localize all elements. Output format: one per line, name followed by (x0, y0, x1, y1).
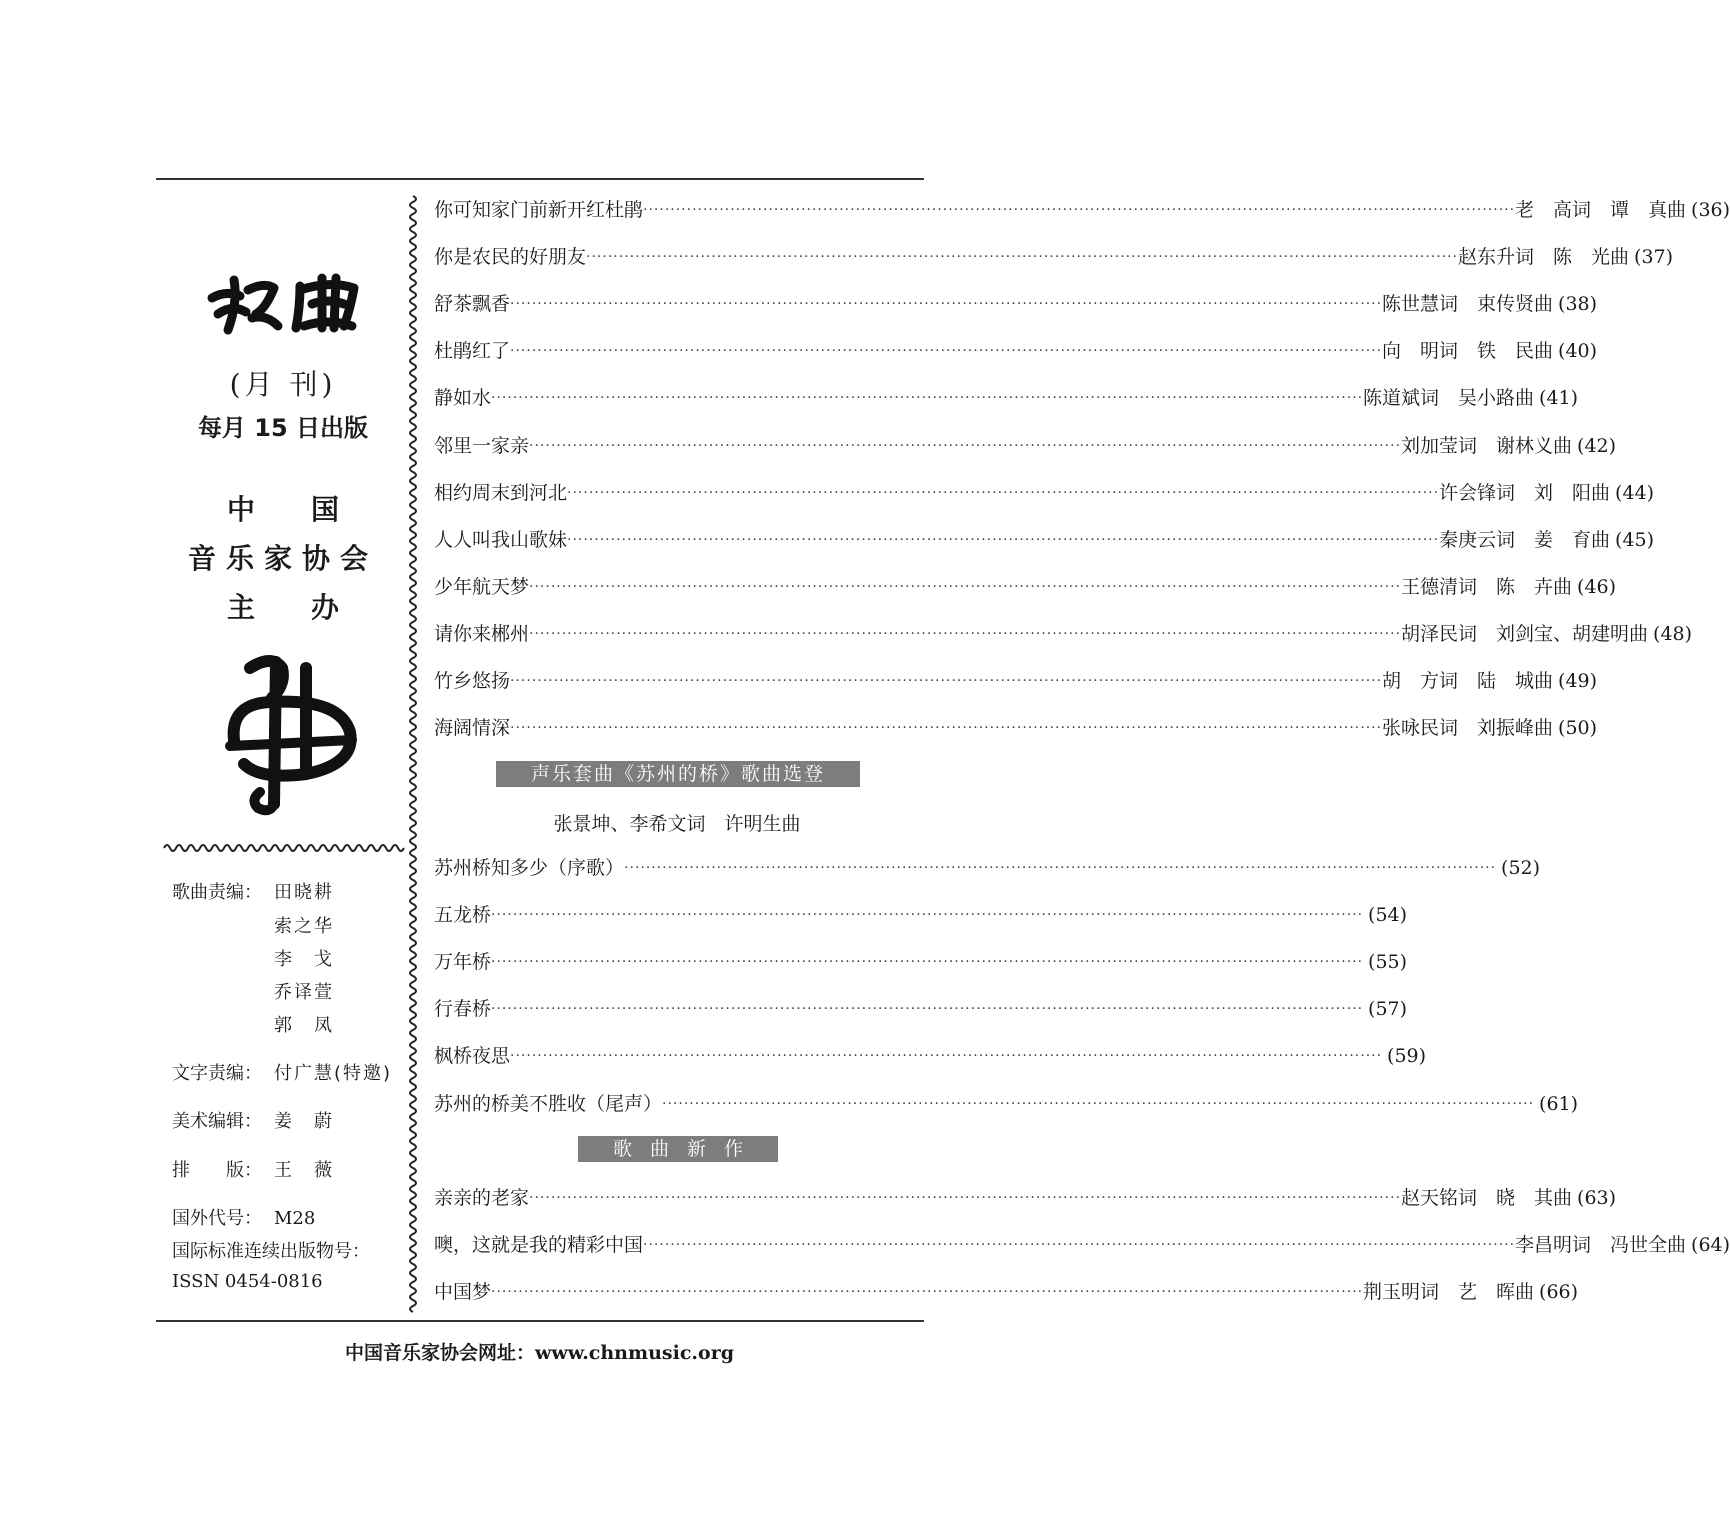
toc-leader-dots: ································································································································································ (662, 1095, 1535, 1112)
toc-leader-dots: ································································································································································ (491, 1001, 1364, 1018)
toc-entry-page: (45) (1615, 528, 1655, 551)
treble-clef-logo-icon (210, 654, 360, 814)
toc-entry (434, 473, 1655, 513)
song-editors-label: 歌曲责编： (172, 882, 262, 903)
toc-entry-title: 请你来郴州 (434, 622, 530, 645)
toc-entry-title: 少年航天梦 (434, 575, 530, 598)
toc-entry-title: 枫桥夜思 (434, 1045, 511, 1068)
toc-entry-title: 亲亲的老家 (434, 1187, 530, 1209)
toc-leader-dots: ································································································································································ (510, 1048, 1383, 1065)
toc-entry-credit: 赵天铭词 晓 其曲 (1401, 1187, 1573, 1209)
toc-entry-title: 人人叫我山歌妹 (434, 528, 568, 551)
song-editor-row (274, 945, 334, 971)
toc-entry-title: 噢，这就是我的精彩中国 (434, 1234, 644, 1257)
song-editor-row (274, 912, 334, 938)
masthead-column (160, 180, 406, 1320)
column-divider (406, 196, 420, 1308)
organizer-line-3: 主办 (226, 591, 395, 624)
foreign-code-row (172, 1204, 315, 1230)
toc-entry (434, 942, 1408, 982)
toc-entry-page: (55) (1368, 951, 1408, 974)
text-editor-name: 付广慧(特邀) (274, 1063, 393, 1084)
toc-entry (434, 567, 1617, 607)
toc-leader-dots: ································································································································································ (510, 343, 1383, 360)
toc-entry-title: 竹乡悠扬 (434, 670, 511, 692)
toc-entry-page: (37) (1634, 246, 1674, 269)
toc-entry-title: 五龙桥 (434, 904, 492, 927)
organizer-line-2: 音乐家协会 (187, 542, 378, 575)
toc-entry (434, 848, 1541, 888)
footer (0, 1338, 1079, 1365)
toc-leader-dots: ································································································································································ (529, 625, 1402, 642)
toc-entry-title: 你可知家门前新开红杜鹃 (434, 199, 644, 221)
toc-entry (434, 661, 1598, 701)
issn-value: ISSN 0454-0816 (172, 1271, 323, 1292)
toc-entry-page: (40) (1558, 340, 1598, 363)
toc-entry (434, 989, 1408, 1029)
song-editor-name: 索之华 (274, 916, 334, 937)
toc-entry (434, 1272, 1579, 1312)
toc-leader-dots: ································································································································································ (529, 437, 1402, 454)
toc-entry-page: (41) (1539, 387, 1579, 410)
toc-leader-dots: ································································································································································ (643, 202, 1516, 218)
toc-entry (434, 708, 1598, 748)
toc-entry (434, 1036, 1427, 1076)
toc-entry-title: 苏州的桥美不胜收（尾声） (434, 1092, 663, 1115)
toc-entry-credit: 胡泽民词 刘剑宝、胡建明曲 (1401, 622, 1649, 645)
toc-leader-dots: ································································································································································ (643, 1237, 1516, 1254)
toc-leader-dots: ································································································································································ (586, 249, 1459, 266)
toc-entry-page: (64) (1691, 1234, 1730, 1257)
song-editor-row (274, 1011, 334, 1037)
toc-entry-page: (42) (1577, 434, 1617, 457)
toc-leader-dots: ································································································································································ (510, 720, 1383, 737)
toc-entry-page: (48) (1653, 622, 1693, 645)
toc-leader-dots: ································································································································································ (567, 531, 1440, 548)
typesetting-label: 排 版： (172, 1160, 262, 1181)
toc-entry-page: (66) (1539, 1281, 1579, 1304)
toc-entry-credit: 李昌明词 冯世全曲 (1515, 1234, 1687, 1257)
toc-entry (434, 237, 1674, 277)
bottom-rule (156, 1320, 924, 1322)
toc-entry-credit: 陈世慧词 束传贤曲 (1382, 293, 1554, 316)
toc-entry-title: 舒茶飘香 (434, 293, 511, 316)
typesetting-name: 王 薇 (274, 1160, 334, 1181)
text-editor-row (172, 1059, 392, 1085)
footer-url: www.chnmusic.org (535, 1342, 734, 1364)
toc-entry-credit: 刘加莹词 谢林义曲 (1401, 434, 1573, 457)
toc-entry-title: 苏州桥知多少（序歌） (434, 857, 625, 879)
toc-entry-credit: 张咏民词 刘振峰曲 (1382, 717, 1554, 740)
toc-entry-credit: 赵东升词 陈 光曲 (1458, 246, 1630, 269)
toc-entry-credit: 王德清词 陈 卉曲 (1401, 575, 1573, 598)
toc-entry-page: (61) (1539, 1092, 1579, 1115)
toc-leader-dots: ································································································································································ (529, 1190, 1402, 1206)
toc-entry-title: 万年桥 (434, 951, 492, 974)
toc-entry-title: 邻里一家亲 (434, 434, 530, 457)
toc-leader-dots: ································································································································································ (491, 390, 1364, 407)
toc-entry (434, 895, 1408, 935)
toc-entry (434, 331, 1598, 371)
song-editor-name: 乔译萱 (274, 982, 334, 1003)
suite-credit: 张景坤、李希文词 许明生曲 (553, 813, 801, 835)
foreign-code-label: 国外代号： (172, 1208, 262, 1229)
toc-leader-dots: ································································································································································ (491, 954, 1364, 971)
toc-entry-title: 静如水 (434, 387, 492, 410)
toc-entry (434, 614, 1693, 654)
section-heading-new-songs: 歌曲新作 (578, 1136, 778, 1162)
issn-row (172, 1271, 323, 1292)
foreign-code-value: M28 (274, 1208, 316, 1229)
toc-leader-dots: ································································································································································ (624, 860, 1497, 876)
wave-ornament (164, 840, 400, 856)
toc-entry-page: (59) (1387, 1045, 1427, 1068)
toc-leader-dots: ································································································································································ (510, 296, 1383, 313)
toc-entry-title: 中国梦 (434, 1281, 492, 1304)
toc-entry (434, 1225, 1730, 1265)
publish-date: 每月 15 日出版 (197, 414, 369, 442)
art-editor-name: 姜 蔚 (274, 1111, 334, 1132)
song-editors-row (172, 878, 334, 904)
toc-leader-dots: ································································································································································ (529, 578, 1402, 595)
song-editor-name: 李 戈 (274, 949, 334, 970)
toc-entry-page: (46) (1577, 575, 1617, 598)
issn-label: 国际标准连续出版物号： (172, 1241, 370, 1262)
toc-entry-credit: 秦庚云词 姜 育曲 (1439, 528, 1611, 551)
toc-entry-page: (57) (1368, 998, 1408, 1021)
toc-entry-credit: 荆玉明词 艺 晖曲 (1363, 1281, 1535, 1304)
issn-label-row (172, 1237, 370, 1263)
toc-entry-page: (38) (1558, 293, 1598, 316)
art-editor-label: 美术编辑： (172, 1111, 262, 1132)
toc-entry (434, 520, 1655, 560)
toc-entry-credit: 陈道斌词 吴小路曲 (1363, 387, 1535, 410)
toc-leader-dots: ································································································································································ (567, 484, 1440, 501)
toc-entry-title: 你是农民的好朋友 (434, 246, 587, 269)
toc-entry-title: 行春桥 (434, 998, 492, 1021)
song-editor-name: 郭 凤 (274, 1015, 334, 1036)
toc-entry (434, 1178, 1617, 1218)
toc-leader-dots: ································································································································································ (510, 673, 1383, 689)
toc-leader-dots: ································································································································································ (491, 1284, 1364, 1301)
art-editor-row (172, 1107, 334, 1133)
toc-entry-title: 相约周末到河北 (434, 481, 568, 504)
footer-label: 中国音乐家协会网址： (345, 1342, 536, 1364)
toc-entry-page: (54) (1368, 904, 1408, 927)
magazine-title-logo (204, 268, 368, 342)
subtitle: (月 刊) (229, 368, 337, 401)
toc-entry-credit: 许会锋词 刘 阳曲 (1439, 481, 1611, 504)
toc-leader-dots: ································································································································································ (491, 907, 1364, 924)
toc-entry-credit: 胡 方词 陆 城曲 (1382, 670, 1554, 692)
toc-entry-page: (50) (1558, 717, 1598, 740)
toc-entry-page: (36) (1691, 199, 1730, 221)
song-editor-name: 田晓耕 (274, 882, 334, 903)
typesetting-row (172, 1156, 334, 1182)
text-editor-label: 文字责编： (172, 1063, 262, 1084)
toc-entry (434, 190, 1730, 230)
toc-entry-credit: 老 高词 谭 真曲 (1515, 199, 1687, 221)
toc-entry-page: (49) (1558, 670, 1598, 692)
toc-entry-credit: 向 明词 铁 民曲 (1382, 340, 1554, 363)
section-heading-suzhou-bridges: 声乐套曲《苏州的桥》歌曲选登 (496, 761, 860, 787)
toc-entry-title: 杜鹃红了 (434, 340, 511, 363)
toc-entry-title: 海阔情深 (434, 717, 511, 740)
toc-entry (434, 378, 1579, 418)
toc-entry (434, 426, 1617, 466)
toc-entry-page: (44) (1615, 481, 1655, 504)
toc-entry (434, 1084, 1579, 1124)
organizer-line-1: 中国 (226, 493, 395, 526)
song-editor-row (274, 978, 334, 1004)
toc-entry-page: (52) (1501, 857, 1541, 879)
toc-entry (434, 284, 1598, 324)
toc-entry-page: (63) (1577, 1187, 1617, 1209)
